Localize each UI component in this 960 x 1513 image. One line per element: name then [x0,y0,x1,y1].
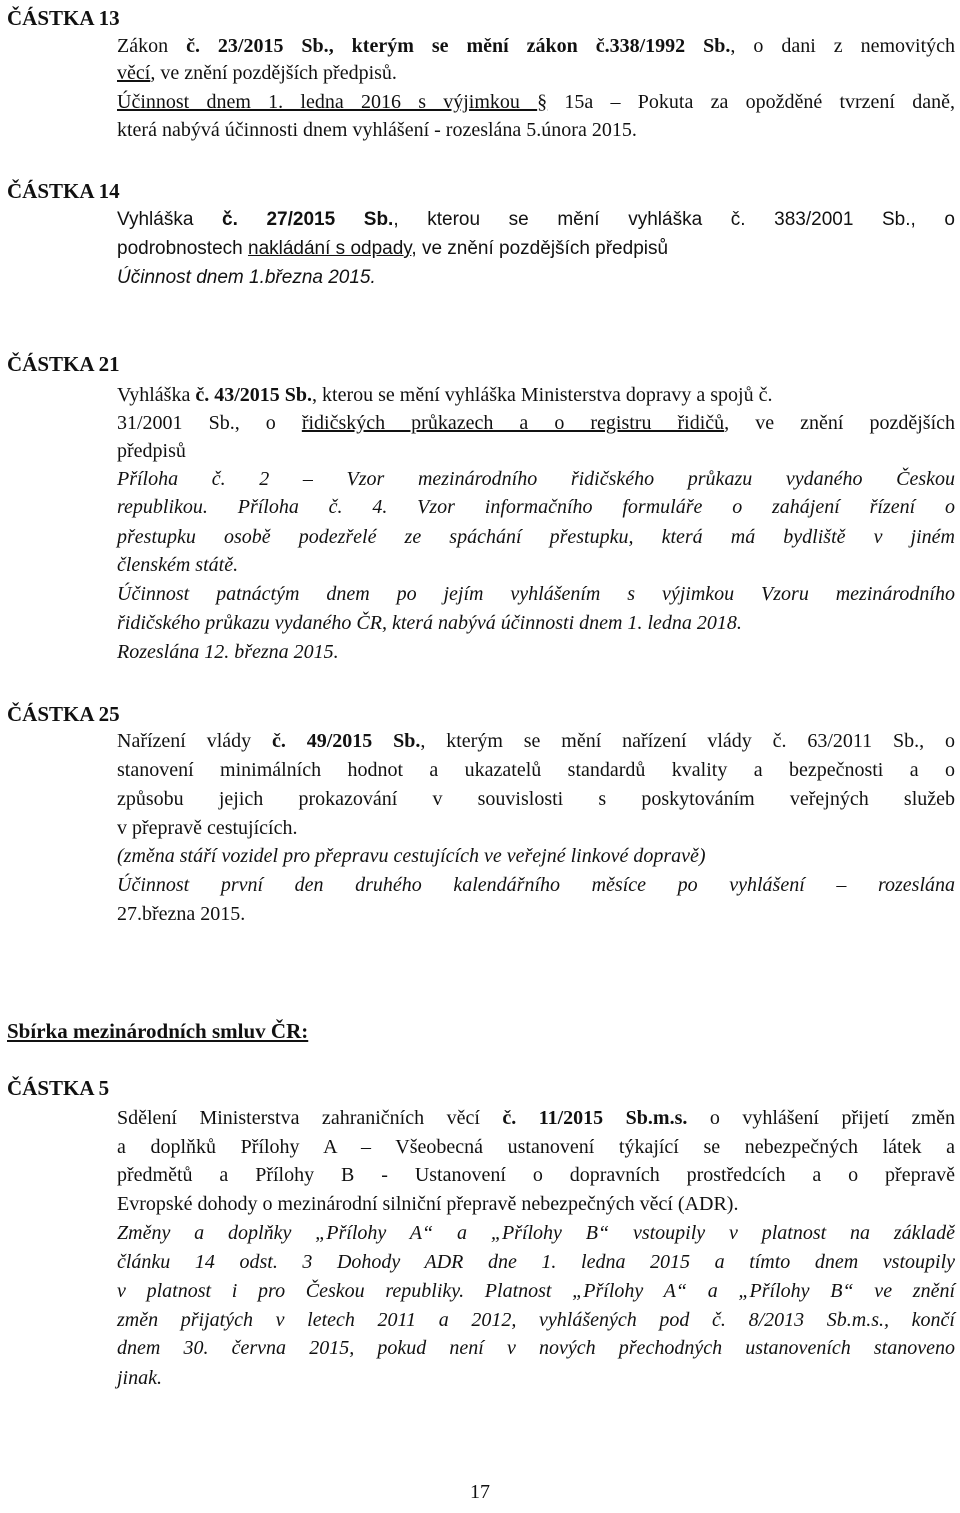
c21-line-9: řidičského průkazu vydaného ČR, která nabývá účinnosti dnem 1. ledna 2018. [117,612,742,634]
c21-line-10: Rozeslána 12. března 2015. [117,641,339,663]
c14-line-2: podrobnostech nakládání s odpady, ve znění pozdějších předpisů [117,238,669,259]
c25-line-6: Účinnost první den druhého kalendářního měsíce po vyhlášení – rozeslána [117,874,955,896]
c21-line-6: přestupku osobě podezřelé ze spáchání přestupku, která má bydliště v jiném [117,526,955,548]
intl-line-10: jinak. [117,1367,162,1389]
intl-line-4: Evropské dohody o mezinárodní silniční přepravě nebezpečných věcí (ADR). [117,1193,739,1215]
c13-line-3: Účinnost dnem 1. ledna 2016 s výjimkou § 15a – Pokuta za opožděné tvrzení daně, [117,91,955,113]
intl-line-6: článku 14 odst. 3 Dohody ADR dne 1. ledna 2015 a tímto dnem vstoupily [117,1251,955,1273]
c21-line-8: Účinnost patnáctým dnem po jejím vyhlášením s výjimkou Vzoru mezinárodního [117,583,955,605]
c25-line-5: (změna stáří vozidel pro přepravu cestujících ve veřejné linkové dopravě) [117,845,706,867]
c21-line-3: předpisů [117,440,186,462]
intl-treaties-title: Sbírka mezinárodních smluv ČR: [7,1019,309,1043]
c21-line-1: Vyhláška č. 43/2015 Sb., kterou se mění vyhláška Ministerstva dopravy a spojů č. [117,384,773,406]
intl-line-3: předmětů a Přílohy B - Ustanovení o dopravních prostředcích a o přepravě [117,1164,955,1186]
intl-line-7: v platnost i pro Českou republiky. Platnost „Přílohy A“ a „Přílohy B“ ve znění [117,1280,955,1302]
c13-line-4: která nabývá účinnosti dnem vyhlášení - rozeslána 5.února 2015. [117,119,637,141]
c13-line-1: Zákon č. 23/2015 Sb., kterým se mění zákon č.338/1992 Sb., o dani z nemovitých [117,35,955,57]
heading-castka-14: ČÁSTKA 14 [7,179,120,203]
c25-line-1: Nařízení vlády č. 49/2015 Sb., kterým se mění nařízení vlády č. 63/2011 Sb., o [117,730,956,752]
c21-line-2: 31/2001 Sb., o řidičských průkazech a o registru řidičů, ve znění pozdějších [117,412,956,434]
c25-line-7: 27.března 2015. [117,903,246,925]
c21-line-5: republikou. Příloha č. 4. Vzor informačního formuláře o zahájení řízení o [117,496,955,518]
c25-line-4: v přepravě cestujících. [117,817,298,839]
intl-line-2: a doplňků Přílohy A – Všeobecná ustanovení týkající se nebezpečných látek a [117,1136,955,1158]
page-number: 17 [470,1481,490,1503]
c13-line-2: věcí, ve znění pozdějších předpisů. [117,62,397,84]
c14-line-1: Vyhláška č. 27/2015 Sb., kterou se mění vyhláška č. 383/2001 Sb., o [117,209,955,230]
c25-line-3: způsobu jejich prokazování v souvislosti s poskytováním veřejných služeb [117,788,955,810]
intl-line-1: Sdělení Ministerstva zahraničních věcí č. 11/2015 Sb.m.s. o vyhlášení přijetí změn [117,1107,955,1129]
heading-castka-21: ČÁSTKA 21 [7,352,120,376]
paragraph-sign-icon: § [537,91,548,113]
c21-line-4: Příloha č. 2 – Vzor mezinárodního řidičského průkazu vydaného Českou [117,468,955,490]
c14-line-3: Účinnost dnem 1.března 2015. [117,267,376,288]
heading-castka-13: ČÁSTKA 13 [7,6,120,30]
heading-castka-25: ČÁSTKA 25 [7,702,120,726]
c25-line-2: stanovení minimálních hodnot a ukazatelů standardů kvality a bezpečnosti a o [117,759,955,781]
c21-line-7: členském státě. [117,554,239,576]
intl-line-9: dnem 30. června 2015, pokud není v nových přechodných ustanoveních stanoveno [117,1337,955,1359]
intl-line-5: Změny a doplňky „Přílohy A“ a „Přílohy B“ vstoupily v platnost na základě [117,1222,955,1244]
heading-intl-castka-5: ČÁSTKA 5 [7,1076,110,1100]
intl-line-8: změn přijatých v letech 2011 a 2012, vyhlášených pod č. 8/2013 Sb.m.s., končí [117,1309,955,1331]
